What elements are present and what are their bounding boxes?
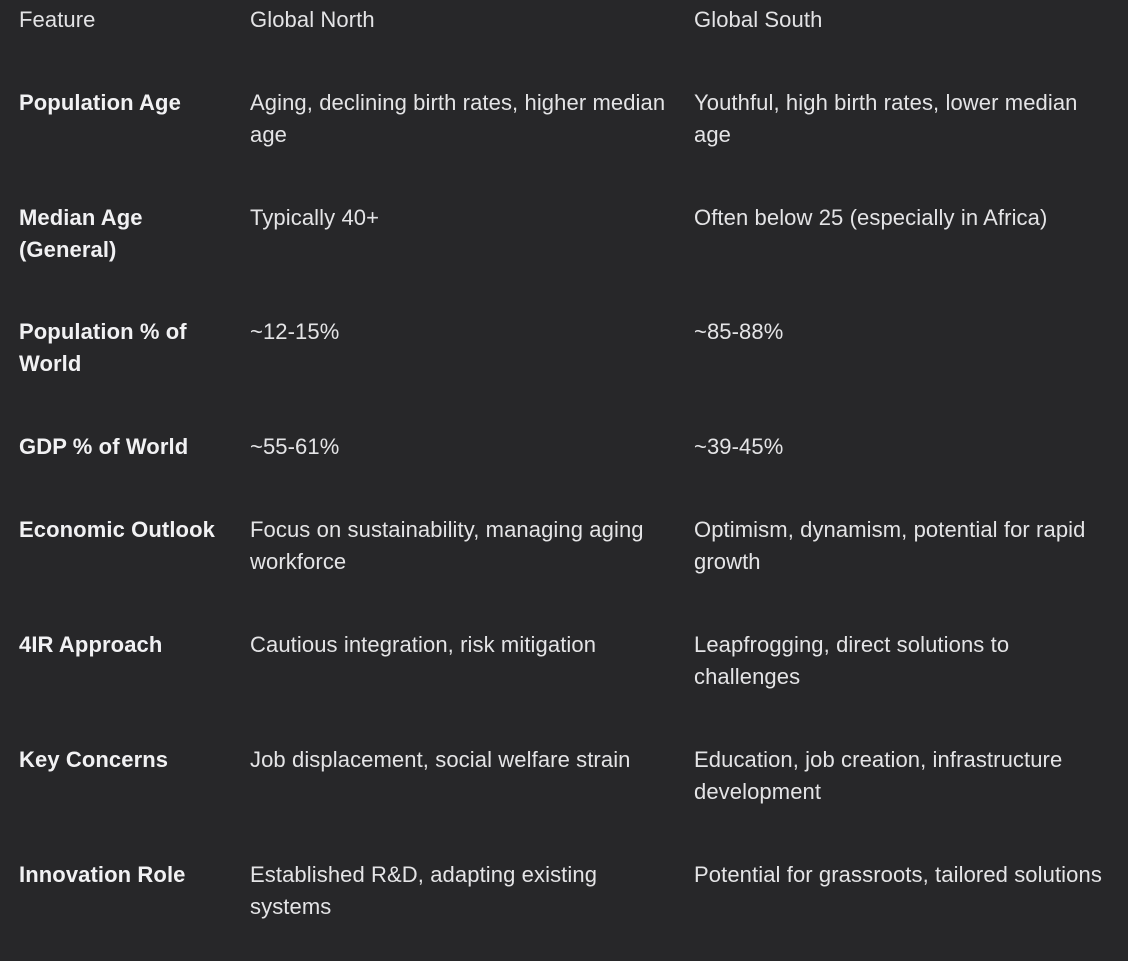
- row-south-value: ~85-88%: [694, 319, 784, 344]
- row-feature-label: Key Concerns: [19, 747, 169, 772]
- header-global-north: Global North: [250, 7, 375, 32]
- row-north-value: ~12-15%: [250, 319, 340, 344]
- header-feature: Feature: [19, 7, 96, 32]
- row-south-value: Optimism, dynamism, potential for rapid growth: [694, 517, 1086, 574]
- row-feature-label: 4IR Approach: [19, 632, 163, 657]
- row-south-value: Often below 25 (especially in Africa): [694, 205, 1048, 230]
- row-feature-label: GDP % of World: [19, 434, 189, 459]
- row-south-value: Youthful, high birth rates, lower median age: [694, 90, 1078, 147]
- row-feature-label: Economic Outlook: [19, 517, 215, 542]
- row-north-value: ~55-61%: [250, 434, 340, 459]
- row-south-value: Potential for grassroots, tailored solutions: [694, 862, 1102, 887]
- row-north-value: Job displacement, social welfare strain: [250, 747, 631, 772]
- header-global-south: Global South: [694, 7, 823, 32]
- row-feature-label: Population Age: [19, 90, 181, 115]
- row-north-value: Established R&D, adapting existing systems: [250, 862, 598, 919]
- row-north-value: Cautious integration, risk mitigation: [250, 632, 597, 657]
- row-feature-label: Population % of World: [19, 319, 187, 376]
- row-north-value: Focus on sustainability, managing aging workforce: [250, 517, 644, 574]
- row-feature-label: Innovation Role: [19, 862, 186, 887]
- row-north-value: Aging, declining birth rates, higher median age: [250, 90, 666, 147]
- row-south-value: ~39-45%: [694, 434, 784, 459]
- row-south-value: Leapfrogging, direct solutions to challenges: [694, 632, 1010, 689]
- row-north-value: Typically 40+: [250, 205, 380, 230]
- row-south-value: Education, job creation, infrastructure development: [694, 747, 1063, 804]
- row-feature-label: Median Age (General): [19, 205, 143, 262]
